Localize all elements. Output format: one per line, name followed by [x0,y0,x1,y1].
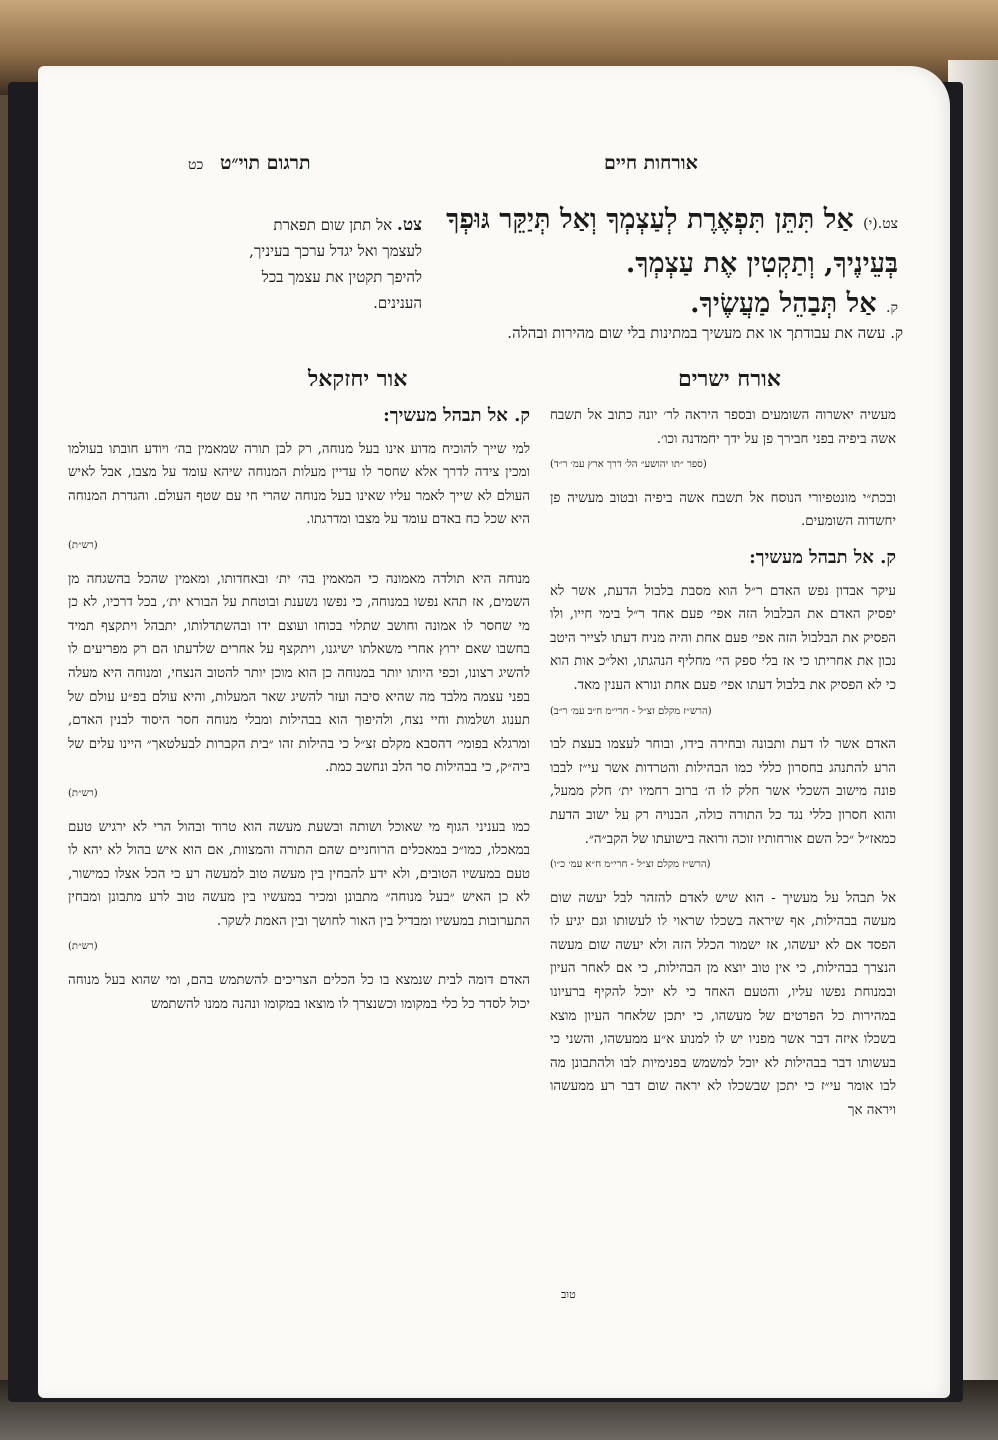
column-title-right: אורח ישרים [678,366,781,392]
right-paragraph-1b: ובכת״י מונטפיורי הנוסח אל תשבח אשה ביפיה ובטוב מעשיה פן יחשדוה השומעים. [550,490,896,530]
commentary-right [550,404,896,1135]
left-citation-3: (רש״ת) [68,941,98,953]
translation-number: צט. [396,215,422,235]
left-citation-1: (רש״ת) [68,539,98,551]
verse-line-2: בְּעֵינֶיךָ, וְתַקְטִין אֶת עַצְמְךָ. [625,248,898,279]
running-header-left [188,152,311,175]
explanation-text: עשה את עבודתך או את מעשיך במתינות בלי שום מהירות ובהלה. [507,324,886,342]
right-paragraph-3: האדם אשר לו דעת ותבונה ובחירה בידו, ובוחר לעצמו בעצת לבו הרע להתנהג בחסרון כללי כמו הבהילות והטרדות אשר עי״ז לבבו פונה מישוב השכלי אשר חלק לו ה׳ ברוב רחמיו ית׳ חלק ממעל, והוא חסרון כללי נגד כל התורה כולה, הבנויה רק על ישוב הדעת כמאז״ל ״כל השם אורחותיו זוכה ורואה בישועתו של הקב״ה״. [550,737,896,847]
right-paragraph-4: אל תבהל על מעשיך - הוא שיש לאדם להזהר לבל יעשה שום מעשה בבהילות, אף שיראה בשכלו שראוי לו לעשותו וגם יגיע לו הפסד אם לא יעשהו, אז ישמור הכלל הזה ולא יעשה שום מעשה הנצרך בבהילות, כי אין טוב יוצא מן הבהילות, כי אם לאחר העיון ובמנוחת נפשו עליו, והטעם האחד כי לא יוכל להקיף ברעיונו במהירות כל הפרטים של מעשהו, כי יתכן שלאחר העיון מוצא בשכלו איזה דבר אשר מפניו יש לו למנוע א״ע ממעשהו, והשני כי בעשותו דבר בבהילות לא יוכל למשמש בפנימיות לבו ולהתבונן מה לבו אומר עי״ז כי יתכן שבשכלו לא יראה שום דבר רע ממעשהו ויראה אך [550,890,896,1119]
left-paragraph-1: למי שייך להוכיח מדוע אינו בעל מנוחה, רק לבן תורה שמאמין בה׳ ויודע חובתו בעולמו ומכין צידה לדרך אלא שחסר לו עדיין מעלות המנוחה שיהא עומד על מצבו, אבל לאיש העולם לא שייך לאמר עליו שאינו בעל מנוחה שהרי חי עם שטף העולם. והגדרת המנוחה היא שכל כח באדם עומד על מצבו ומדרגתו. [68,441,530,528]
left-paragraph-2: מנוחה היא תולדה מאמונה כי המאמין בה׳ ית׳ ובאחדותו, ומאמין שהכל בהשגחה מן השמים, אז תהא נפשו במנוחה, כי נפשו נשענת ובוטחת על הבורא ית׳, בכל דרכיו, לא כן מי שחסר לו אמונה וחושב שתלוי בכוחו ועוצם ידו ובהשתדלותו, יתבהל ויתקצף תמיד בחשבו שאם ירוץ אחרי משאלתו ישיגנו, ויתקצף על אחרים שלדעתו הם רק מפריעים לו להשיג רצונו, וכפי היותו יותר במנוחה כן הוא מוכן יותר להטוב הנצחי, ומנוחה היא מעלה בפני עצמה מלבד מה שהיא סיבה ועזר להשיג שאר המעלות, והיא עולם בפ״ע עולם של תענוג ושלמות וחיי נצח, ולהיפוך הוא בבהילות ומבלי מנוחה חסר היסוד לבנין האדם, ומרגלא בפומי׳ דהסבא מקלם זצ״ל כי בהילות זהו ״בית הקברות לבעלטאך״ היינו עלים של ביה״ק, כי בבהילות סר הלב ונחשב כמת. [68,571,530,776]
translation-box [242,212,422,316]
left-paragraph-3: כמו בעניני הגוף מי שאוכל ושותה ובשעת מעשה הוא טרוד ובהול הרי לא ירגיש טעם במאכלו, כמו״כ במאכלים הרוחניים שהם התורה והמצוות, אם הוא איש בהול לא יהא לו טעם במעשיו הטובים, ולא ידע להבחין בין מעשה טוב למעשה רע כי הכל אצלו כמישור, לא כן האיש ״בעל מנוחה״ מתבונן ומכיר במעשיו בין מעשה טוב לרע מתבונן ומבחין התערובות במעשיו ומבדיל בין האור לחושך ובין האמת לשקר. [68,819,530,929]
right-paragraph-2: עיקר אבדון נפש האדם ר״ל הוא מסבת בלבול הדעת, אשר לא יפסיק האדם את הבלבול הזה אפי׳ פעם אחד ר״ל בימי חייו, ולו הפסיק את הבלבול הזה אפי׳ פעם אחת והיה מניח דעתו לצייר היטב נכון את אחריתו כי אז בלי ספק הי׳ מחליף הנהגתו, ואל״כ אות הוא כי לא הפסיק את בלבול דעתו אפי׳ פעם אחת ונורא הענין מאד. [550,583,896,693]
running-header-right: אורחות חיים [604,152,698,174]
verse-number: צט.(י) [863,216,898,232]
left-paragraph-4: האדם דומה לבית שנמצא בו כל הכלים הצריכים להשתמש בהם, ומי שהוא בעל מנוחה יכול לסדר כל כלי במקומו וכשנצרך לו מוצאו במקומו ונהנה ממנו להשתמש [68,973,530,1012]
left-citation-2: (רש״ת) [68,787,98,799]
header-left-title: תרגום תוי״ט [219,152,311,174]
right-citation-1: (ספר ״תו יהושע״ הל׳ דרך ארץ עמ׳ ר״ד) [550,459,707,471]
page-number: כט [188,157,204,173]
verse-2-number: ק. [886,300,898,316]
column-title-left: אור יחזקאל [308,366,408,392]
commentary-left [68,404,530,1028]
catchword: טוב [561,1288,576,1301]
book-page [38,66,950,1398]
explanation-number: ק. [890,324,903,342]
right-paragraph-1: מעשיה יאשרוה השומעים ובספר היראה לר׳ יונה כתוב אל תשבח אשה ביפיה בפני חבירך פן על ידך יחמדנה וכו׳. [550,408,896,447]
right-citation-2: (הרש״ז מקלם זצ״ל - חרי״מ ח״ב עמ׳ ר״ב) [550,705,712,717]
right-heading: ק. אל תבהל מעשיך: [749,546,896,568]
explanation-line [238,324,903,343]
mishnah-verse-2 [598,288,898,319]
right-citation-3: (הרש״ז מקלם זצ״ל - חרי״מ ח״א עמ׳ כ״ו) [550,859,711,871]
left-heading: ק. אל תבהל מעשיך: [383,405,530,426]
verse-2-text: אַל תְּבַהֵל מַעֲשֶׂיךָ. [690,288,877,319]
mishnah-verse [428,200,898,284]
verse-line-1: אַל תִּתֵּן תִּפְאֶרֶת לְעַצְמְךָ וְאַל תְּיַקֵּר גּוּפְךָ [446,204,854,235]
translation-text: אל תתן שום תפארת לעצמך ואל יגדל ערכך בעיניך, להיפך תקטין את עצמך בכל הענינים. [249,216,422,312]
